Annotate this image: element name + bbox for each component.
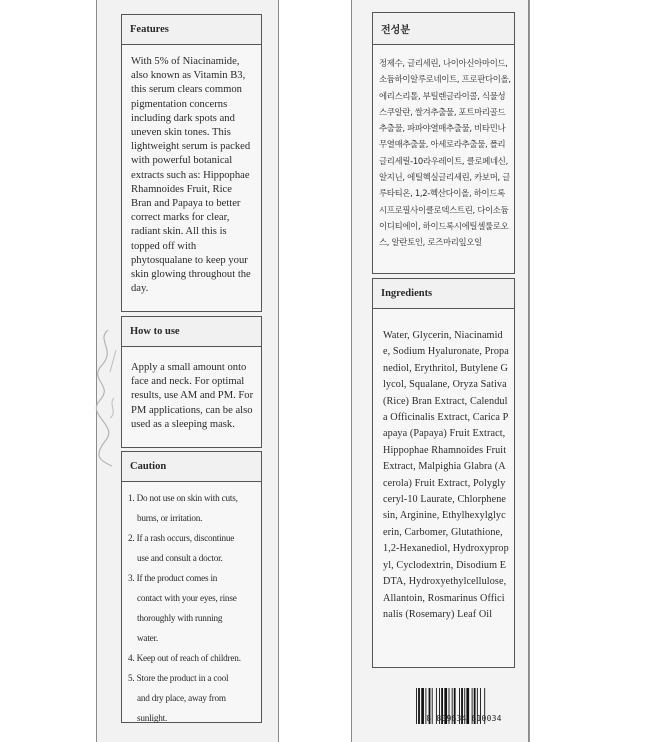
- handwriting-mark: [88, 320, 128, 470]
- caution-item: 5. Store the product in a cool: [128, 673, 229, 683]
- caution-heading: [121, 451, 262, 481]
- caution-item: 1. Do not use on skin with cuts,: [128, 493, 238, 503]
- caution-item: burns, or irritation.: [137, 513, 203, 523]
- ingredients-text: Water, Glycerin, Niacinamide, Sodium Hyaluronate, Propanediol, Erythritol, Butylene Glycol, Squalane, Oryza Sativa (Rice) Bran Extract, Calendula Officinalis Extract, Carica Papaya (Papaya) Fruit Extract, Hippophae Rhamnoides Fruit Extract, Malpighia Glabra (Acerola) Fruit Extract, Polyglyceryl-10 Laurate, Chlorphenesin, Arginine, Ethylhexylglycerin, Carbomer, Glutathione, 1,2-Hexanediol, Hydroxypropyl, Cyclodextrin, Disodium EDTA, Hydroxyethylcellulose, Allantoin, Rosmarinus Officinalis (Rosemary) Leaf Oil: [383, 330, 509, 620]
- caution-item: use and consult a doctor.: [137, 553, 223, 563]
- caution-item: 3. If the product comes in: [128, 573, 218, 583]
- korean-ingredients-text: 정제수, 글리세린, 나이아신아마이드, 소듐하이알루로네이트, 프로판다이올, 에리스리톨, 부틸렌글라이콜, 식물성스쿠알란, 쌀겨추출물, 포트마리골드추출물, 파파야열매추출물, 비타민나무열매추출물, 아세로라추출물, 폴리글리세릴-10라우레이트, 클로페네신, 알지닌, 에틸헥실글리세린, 카보머, 글루타티온, 1,2-헥산다이올, 하이드록시프로필사이클로덱스트린, 다이소듐이디티에이, 하이드록시에틸셀룰로오스, 알란토인, 로즈마리잎오일: [379, 58, 511, 248]
- features-heading-text: Features: [130, 24, 169, 35]
- features-heading: [121, 14, 262, 44]
- caution-item: 4. Keep out of reach of children.: [128, 653, 241, 663]
- barcode-number: 8 809634 610034: [426, 714, 502, 723]
- caution-item: sunlight.: [137, 713, 168, 723]
- how-to-use-text: Apply a small amount onto face and neck. For optimal results, use AM and PM. For PM applications, can be also used as a sleeping mask.: [131, 362, 254, 430]
- caution-item: thoroughly with running: [137, 613, 223, 623]
- how-to-use-heading-text: How to use: [130, 326, 180, 337]
- ingredients-heading-text: Ingredients: [381, 288, 433, 299]
- caution-item: and dry place, away from: [137, 693, 226, 703]
- how-to-use-heading: [121, 316, 262, 346]
- caution-heading-text: Caution: [130, 461, 167, 472]
- caution-item: water.: [137, 633, 158, 643]
- korean-heading-text: 전성분: [381, 25, 410, 36]
- ingredients-heading: [372, 278, 515, 308]
- features-text: With 5% of Niacinamide, also known as Vitamin B3, this serum clears common pigmentation concerns including dark spots and uneven skin tones. This lightweight serum is packed with powerful botanical extracts such as: Hippophae Rhamnoides Fruit, Rice Bran and Papaya to better correct marks for clear, radiant skin. All this is topped off with phytosqualane to keep your skin glowing throughout the day.: [131, 56, 251, 295]
- korean-ingredients-heading: [372, 12, 515, 44]
- box-edge-right-outer: [529, 0, 530, 742]
- caution-item: contact with your eyes, rinse: [137, 593, 237, 603]
- caution-list: [128, 488, 260, 728]
- caution-item: 2. If a rash occurs, discontinue: [128, 533, 235, 543]
